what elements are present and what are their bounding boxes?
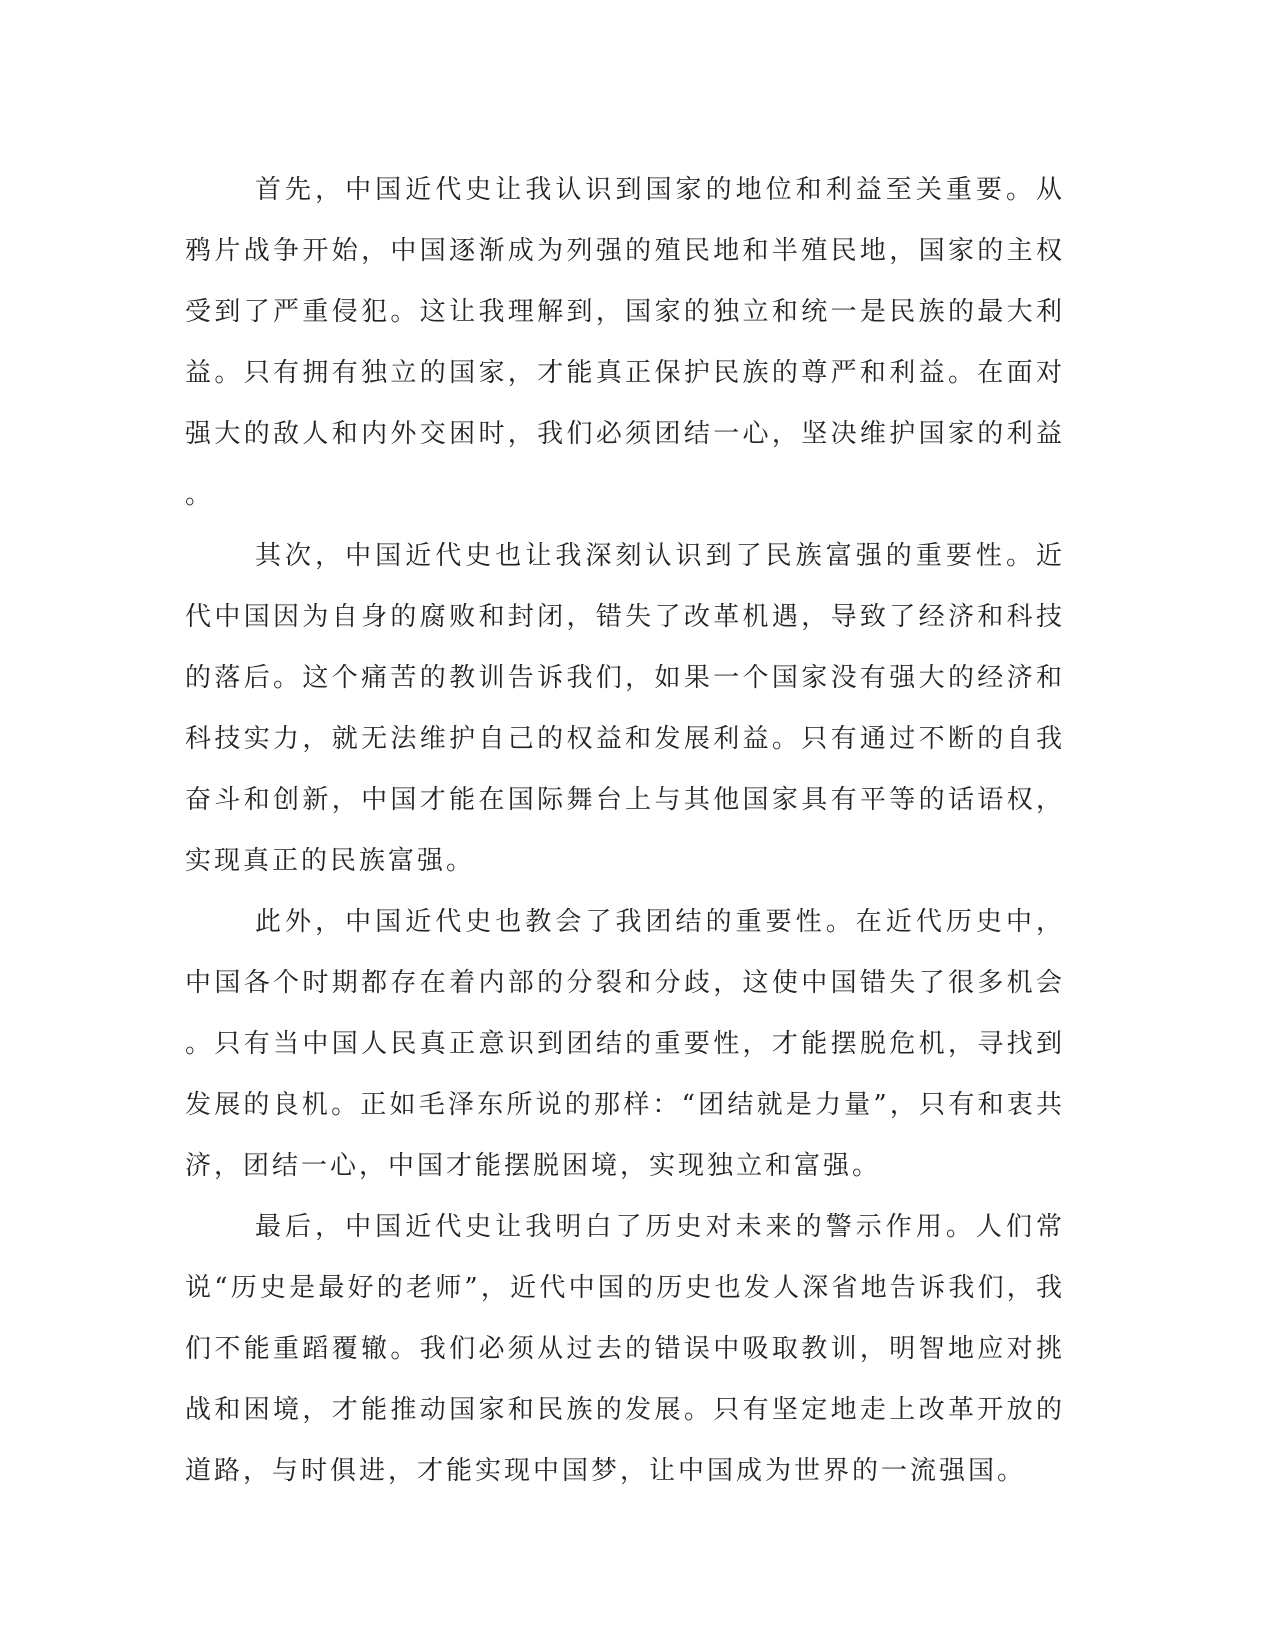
document-body <box>185 160 1065 1502</box>
paragraph-1: 首先，中国近代史让我认识到国家的地位和利益至关重要。从鸦片战争开始，中国逐渐成为列强的殖民地和半殖民地，国家的主权受到了严重侵犯。这让我理解到，国家的独立和统一是民族的最大利益。只有拥有独立的国家，才能真正保护民族的尊严和利益。在面对强大的敌人和内外交困时，我们必须团结一心，坚决维护国家的利益。 <box>185 175 1065 510</box>
paragraph-2: 其次，中国近代史也让我深刻认识到了民族富强的重要性。近代中国因为自身的腐败和封闭，错失了改革机遇，导致了经济和科技的落后。这个痛苦的教训告诉我们，如果一个国家没有强大的经济和科技实力，就无法维护自己的权益和发展利益。只有通过不断的自我奋斗和创新，中国才能在国际舞台上与其他国家具有平等的话语权，实现真正的民族富强。 <box>185 541 1065 876</box>
paragraph-4: 最后，中国近代史让我明白了历史对未来的警示作用。人们常说“历史是最好的老师”，近代中国的历史也发人深省地告诉我们，我们不能重蹈覆辙。我们必须从过去的错误中吸取教训，明智地应对挑战和困境，才能推动国家和民族的发展。只有坚定地走上改革开放的道路，与时俱进，才能实现中国梦，让中国成为世界的一流强国。 <box>185 1212 1065 1486</box>
paragraph-3: 此外，中国近代史也教会了我团结的重要性。在近代历史中，中国各个时期都存在着内部的分裂和分歧，这使中国错失了很多机会。只有当中国人民真正意识到团结的重要性，才能摆脱危机，寻找到发展的良机。正如毛泽东所说的那样：“团结就是力量”，只有和衷共济，团结一心，中国才能摆脱困境，实现独立和富强。 <box>185 907 1065 1181</box>
